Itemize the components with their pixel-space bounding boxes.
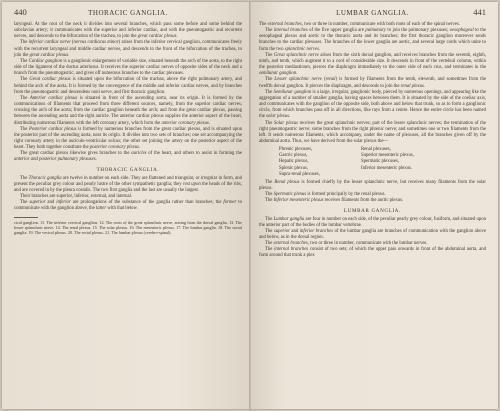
paragraph: The inferior cardiac nerve (nervus cardiacus minor) arises from the inferior cervical ganglion, communicates freely with the recurrent laryngeal and middle cardiac nerves, and descends to the front of the bifurcation of the trachea, to join the great cardiac plexus. [14, 40, 242, 58]
paragraph: The internal branches of the five upper ganglia are pulmonary to join the pulmonary plexuses; oesophageal to the oesophageal plexus and aortic to the thoracic aorta and its branches; the first thoracic ganglion moreover sends branches to the cardiac plexuses. The branches of the lower ganglia are aortic, and several large cords which unite to form the two splanchnic nerves. [259, 28, 486, 52]
left-paragraphs [14, 22, 242, 164]
left-section-paragraphs [14, 176, 242, 213]
plexus-list-item: Phrenic plexuses, [279, 147, 313, 153]
plexus-list-item: Supra-renal plexuses, [279, 171, 320, 177]
running-title: LUMBAR GANGLIA. [336, 9, 409, 17]
section-heading: LUMBAR GANGLIA. [343, 208, 402, 214]
paragraph: The Posterior cardiac plexus is formed by numerous branches from the great cardiac plexus, and is situated upon the posterior part of the ascending aorta, near its origin. It divides into two sets of branches; one set accompanying the right coronary artery in the auriculo-ventricular sulcus; the other set joining the artery on the posterior aspect of the heart. They both together constitute the posterior coronary plexus. [14, 126, 242, 151]
paragraph: The Semilunar ganglion is a large, irregular, ganglionic body, pierced by numerous openings, and appearing like the aggregation of a number of smaller ganglia, having spaces between them. It is situated by the side of the coeliac axis, and communicates with the ganglion of the opposite side, both above and below that trunk, so as to form a ganglionic circle, from which branches pass off in all directions, like rays from a centre. Hence the entire circle has been named the solar plexus. [259, 89, 486, 120]
paragraph: The Anterior cardiac plexus is situated in front of the ascending aorta, near its origin. It is formed by the communications of filaments that proceed from three different sources, namely, from the superior cardiac nerves, crossing the arch of the aorta; from the cardiac ganglion beneath the arch; and from the great cardiac plexus, passing between the ascending aorta and the right auricle. The anterior cardiac plexus supplies the anterior aspect of the heart, distributing numerous filaments with the left coronary artery, which form the anterior coronary plexus. [14, 95, 242, 126]
running-title: THORACIC GANGLIA. [88, 9, 168, 17]
plexus-list-item [361, 172, 443, 178]
footnote-rule [14, 217, 38, 218]
paragraph: The Cardiac ganglion is a ganglionic enlargement of variable size, situated beneath the arch of the aorta, to the right side of the ligament of the ductus arteriosus. It receives the superior cardiac nerves of opposite sides of the neck and a branch from the pneumogastric, and gives off numerous branches to the cardiac plexuses. [14, 58, 242, 77]
section-heading: THORACIC GANGLIA. [96, 167, 160, 173]
page-number: 440 [14, 7, 27, 17]
paragraph: The Solar plexus receives the great splanchnic nerves; part of the lesser splanchnic nerves; the termination of the right pneumogastric nerve; some branches from the right phrenic nerve; and sometimes one or two filaments from the left. It sends numerous filaments, which accompany, under the name of plexuses, all the branches given off by the abdominal aorta. Thus, we have derived from the solar plexus the— [259, 120, 486, 144]
paragraph: The superior and inferior branches of the lumbar ganglia are branches of communication with the ganglion above and below, as in the dorsal region. [259, 228, 487, 240]
plexus-list-row [279, 172, 486, 178]
paragraph: The internal branches consist of two sets; of which the upper pass onwards in front of the abdominal aorta, and form around that trunk a plex [259, 247, 486, 259]
right-section-paragraphs [259, 217, 486, 260]
paragraph: The Thoracic ganglia are twelve in number on each side. They are flattened and triangular, or irregular in form, and present the peculiar grey colour and pearly lustre of the other sympathetic ganglia; they rest upon the heads of the ribs, and are covered in by the pleura costalis. The two first ganglia and the last are usually the largest. [14, 175, 242, 193]
book-spread [2, 2, 498, 409]
right-running-head [259, 7, 486, 18]
plexus-list-item: Hepatic plexus, [279, 159, 309, 165]
plexus-list-item: Spermatic plexuses, [361, 159, 399, 165]
paragraph: The external branches, two or three in number, communicate with both roots of each of the spinal nerves. [259, 22, 460, 27]
plexus-list-item: Gastric plexus, [279, 153, 308, 159]
paragraph: The superior and inferior are prolongations of the substance of the ganglia rather than branches; the former to communicate with the ganglion above, the latter with that below. [14, 200, 242, 212]
book-gutter [249, 2, 251, 409]
paragraph: The great cardiac plexus likewise gives branches to the auricles of the heart, and others to assist in forming the anterior and posterior pulmonary plexuses. [14, 151, 242, 163]
right-paragraphs [259, 22, 486, 145]
paragraph: The Great cardiac plexus is situated upon the bifurcation of the trachea, above the right pulmonary artery, and behind the arch of the aorta. It is formed by the convergence of the middle and inferior cardiac nerves, and by branches from the pneumogastric and descendens noni nerve, and first thoracic ganglion. [14, 77, 243, 95]
left-body [14, 22, 242, 236]
footnote-text: cical ganglion. 11. The inferior cervical ganglion. 12. The roots of the great splanchnic nerve, arising from the dorsal ganglia. 13. The lesser splanchnic nerve. 14. The renal plexus. 15. The solar plexus. 16. The mesenteric plexus. 17. The lumbar ganglia. 18. The sacral ganglia. 19. The vesical plexus. 20. The rectal plexus. 21. The lumbar plexus (cerebro-spinal). [14, 219, 242, 236]
paragraph: The Lesser splanchnic nerve (renal) is formed by filaments from the tenth, eleventh, and sometimes from the twelfth dorsal ganglion. It pierces the diaphragm, and descends to join the renal plexus. [259, 77, 486, 89]
page-number: 441 [473, 7, 486, 17]
paragraph: The Renal plexus is formed chiefly by the lesser splanchnic nerve, but receives many filaments from the solar plexus. [259, 179, 486, 192]
plexus-list [279, 147, 486, 178]
left-page [2, 2, 250, 409]
left-running-head [14, 7, 242, 18]
paragraph: The Spermatic plexus is formed principally by the renal plexus. [265, 192, 386, 198]
figure-footnote [14, 220, 242, 236]
plexus-list-item: Superior mesenteric plexus, [361, 153, 414, 159]
paragraph: The Great splanchnic nerve arises from the sixth dorsal ganglion, and receives branches from the seventh, eighth, ninth, and tenth, which augment it to a cord of considerable size. It descends in front of the vertebral column, within the posterior mediastinum, pierces the diaphragm immediately to the outer side of each crus, and terminates in the semilunar ganglion. [259, 52, 486, 77]
paragraph: laryngeal. At the root of the neck it divides into several branches, which pass some before and some behind the subclavian artery; it communicates with the superior and inferior cardiac, and with the pneumogastric and recurrent nerves, and descends to the bifurcation of the trachea, to join the great cardiac plexus. [14, 22, 242, 40]
right-paragraphs-after [259, 180, 486, 205]
plexus-list-item: Renal plexuses, [361, 147, 391, 153]
paragraph: Their branches are superior, inferior, external, and internal. [20, 194, 133, 200]
plexus-list-item: Inferior mesenteric plexus. [361, 165, 413, 171]
right-page [250, 2, 498, 409]
right-body [259, 22, 486, 260]
paragraph: The Lumbar ganglia are four in number on each side, of the peculiar pearly grey colour, fusiform, and situated upon the anterior part of the bodies of the lumbar vertebrae. [259, 216, 486, 228]
plexus-list-item: Splenic plexus, [279, 165, 309, 171]
paragraph: The Inferior mesenteric plexus receives filaments from the aortic plexus. [265, 198, 404, 204]
paragraph: The external branches, two or three in number, communicate with the lumbar nerves. [265, 241, 428, 247]
